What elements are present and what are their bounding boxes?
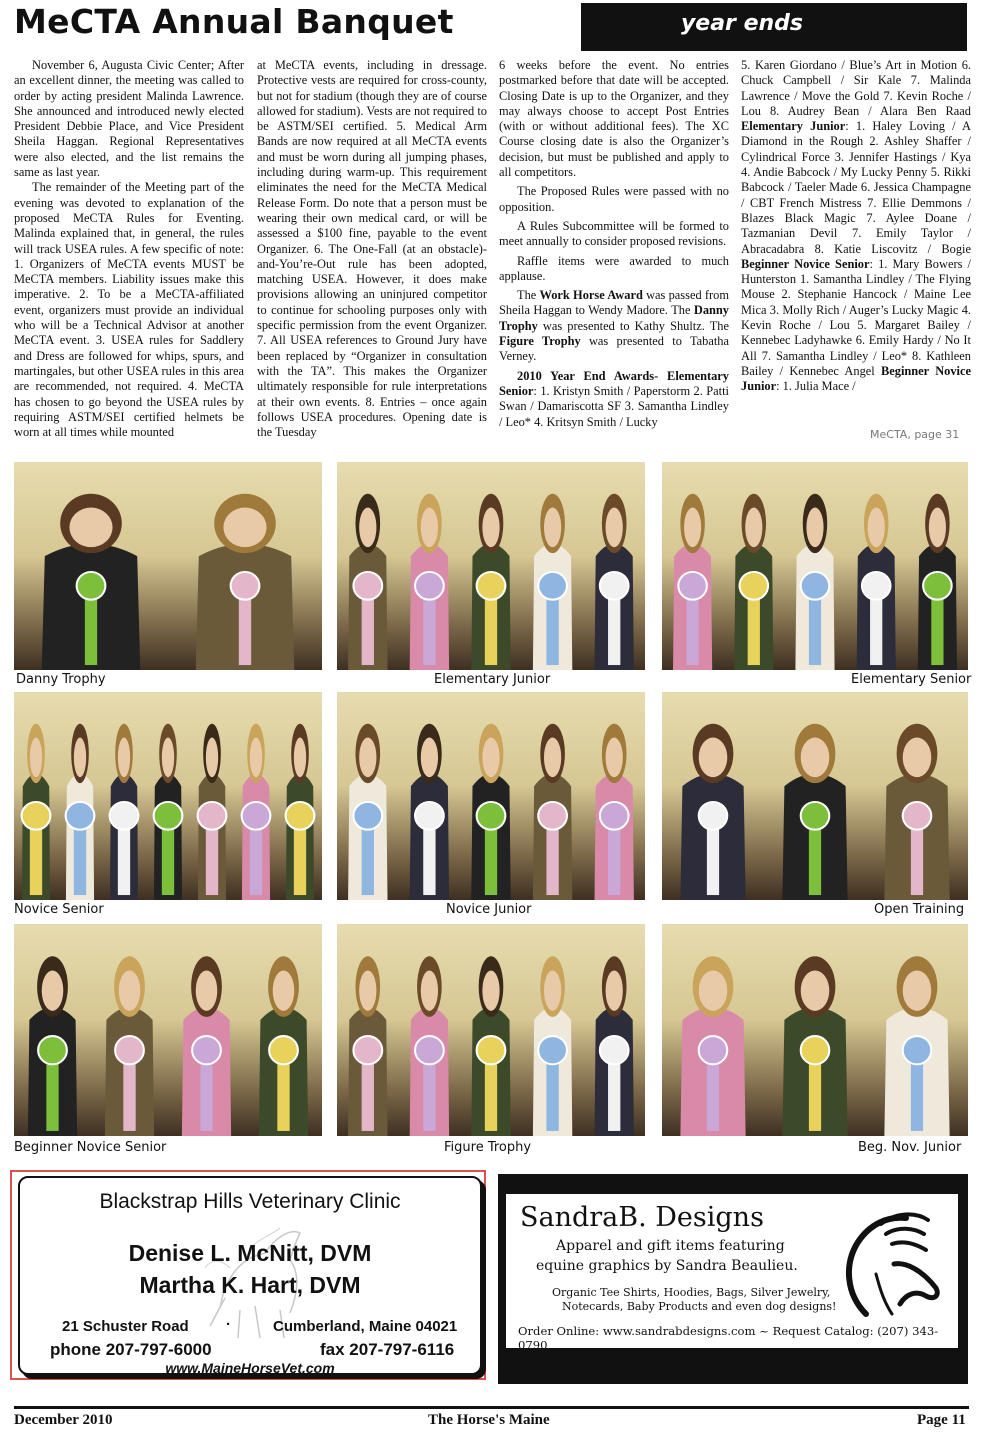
person-figure (884, 956, 949, 1136)
person-figure (182, 956, 231, 1136)
person-figure (198, 724, 227, 900)
person-figure (22, 724, 51, 900)
person-figure (66, 724, 95, 900)
person-figure (348, 494, 387, 670)
ad-products: Organic Tee Shirts, Hoodies, Bags, Silver Jewelry, (552, 1286, 831, 1299)
photo-people-figures (14, 462, 322, 670)
photo-caption: Beginner Novice Senior (14, 1140, 167, 1155)
photo-elementary-senior (662, 462, 968, 670)
photo-novice-senior (14, 692, 322, 900)
footer-publication: The Horse's Maine (428, 1412, 550, 1428)
article-paragraph: The Proposed Rules were passed with no opposition. (499, 184, 729, 214)
section-label: year ends (680, 11, 803, 36)
division-heading: 2010 Year End Awards- Elementary Senior (499, 368, 729, 398)
person-figure (242, 724, 271, 900)
photo-elementary-junior (337, 462, 645, 670)
person-figure (782, 724, 847, 900)
article-paragraph: The remainder of the Meeting part of the evening was devoted to explanation of the proposed MeCTA Rules for Eventing. Malinda explained that, in general, the rules will track USEA rules. A few specific of note: 1. Organizers of MeCTA events MUST be MeCTA members. Liability issues make this imperative. 2. To be a MeCTA-affiliated event, organizers must provide an individual who will be a Technical Advisor at another MeCTA event. 3. USEA rules for Saddlery and Dress are followed for whips, spurs, and martingales, but other USEA rules in this area are recommended, not required. 4. MeCTA has chosen to go beyond the USEA rules by requiring ASTM/SEI certified helmets be worn at all times while mounted (14, 180, 244, 440)
person-figure (471, 724, 510, 900)
person-figure (673, 494, 712, 670)
division-heading: Elementary Junior (741, 119, 846, 134)
person-figure (680, 956, 745, 1136)
photo-people-figures (337, 462, 645, 670)
vet-clinic-ad (10, 1170, 486, 1380)
clinic-phone: phone 207-797-6000 (50, 1340, 212, 1359)
award-name: Work Horse Award (539, 288, 643, 303)
person-figure (795, 494, 834, 670)
photo-people-figures (337, 924, 645, 1136)
photo-open-training (662, 692, 968, 900)
person-figure (28, 956, 77, 1136)
article-column-3 (499, 58, 729, 430)
photo-people-figures (14, 692, 322, 900)
photo-caption: Elementary Junior (434, 672, 551, 687)
person-figure (286, 724, 315, 900)
horse-head-logo-icon (836, 1204, 951, 1324)
clinic-website: www.MaineHorseVet.com (165, 1360, 335, 1376)
section-banner (581, 3, 967, 51)
person-figure (734, 494, 773, 670)
photo-caption: Danny Trophy (16, 672, 106, 687)
text-run: The (517, 288, 540, 303)
results-text: : 1. Mary Bowers / Hunterston 1. Samantha Lindley / The Flying Mouse 2. Stephanie Hancock / Maine Lee Mica 3. Molly Rich / Auger’s Lucky Magic 4. Kevin Roche / Lou 5. Margaret Bailey / Kennebec Ladyhawke 6. Emily Hardy / No It All 7. Samantha Lindley / Leo* 8. Kathleen Bailey / Kennebec Angel (741, 256, 971, 378)
clinic-fax: fax 207-797-6116 (320, 1340, 455, 1359)
person-figure (884, 724, 949, 900)
photo-people-figures (662, 924, 968, 1136)
article-column-1 (14, 58, 244, 440)
photo-people-figures (662, 462, 968, 670)
person-figure (680, 724, 745, 900)
person-figure (410, 956, 449, 1136)
person-figure (471, 956, 510, 1136)
photo-caption: Open Training (874, 902, 965, 917)
awards-paragraph (499, 288, 729, 364)
ad-products: Notecards, Baby Products and even dog designs! (562, 1300, 837, 1313)
person-figure (348, 956, 387, 1136)
award-name: Danny Trophy (499, 303, 729, 333)
article-paragraph: Raffle items were awarded to much applause. (499, 253, 729, 283)
person-figure (533, 494, 572, 670)
footer-rule (14, 1406, 969, 1409)
photo-beg-nov-junior (662, 924, 968, 1136)
text-run: was presented to Kathy Shultz. The (537, 318, 729, 333)
photo-people-figures (662, 692, 968, 900)
photo-caption: Novice Senior (14, 902, 104, 917)
person-figure (782, 956, 847, 1136)
person-figure (594, 494, 633, 670)
photo-caption: Elementary Senior (851, 672, 972, 687)
text-run: was passed from Sheila Haggan to Wendy Madore. The (499, 288, 729, 318)
results-text: : 1. Haley Loving / A Diamond in the Rough 2. Ashley Shaffer / Cylindrical Force 3. Jennifer Hastings / Kya 4. Andie Babcock / My Lucky Penny 5. Rikki Babcock / Taeler Made 6. Jessica Champagne / CBT French Mistress 7. Ellie Demmons / Blazes Black Magic 7. Aylee Doane / Tazmanian Devil 7. Emily Taylor / Abracadabra 8. Katie Liscovitz / Bogie (741, 119, 972, 256)
person-figure (259, 956, 308, 1136)
person-figure (471, 494, 510, 670)
continued-notice: MeCTA, page 31 (870, 428, 960, 441)
photo-caption: Figure Trophy (444, 1140, 532, 1155)
article-paragraph: 6 weeks before the event. No entries postmarked before that date will be accepted. Closing Date is up to the Organizer, and they may always choose to accept Post Entries (with or without additional fees). The XC Course closing date is also the Organizer’s decision, but must be published and apply to all competitors. (499, 58, 729, 180)
photo-people-figures (337, 692, 645, 900)
vet-ad-box (18, 1176, 482, 1375)
person-figure (348, 724, 387, 900)
division-heading: Beginner Novice Junior (741, 363, 971, 394)
article-paragraph: November 6, Augusta Civic Center; After an excellent dinner, the meeting was called to order by acting president Malinda Lawrence. She announced and introduced newly elected President Debbie Place, and Vice President Sheila Haggan. Regional Representatives were also elected, and the list remains the same as last year. (14, 58, 244, 180)
person-figure (154, 724, 183, 900)
division-heading: Beginner Novice Senior (741, 256, 870, 271)
results-text: : 1. Julia Mace / (776, 379, 856, 394)
person-figure (110, 724, 139, 900)
photo-beginner-novice-senior (14, 924, 322, 1136)
sandrab-designs-ad (498, 1174, 968, 1384)
award-name: Figure Trophy (499, 334, 581, 349)
person-figure (410, 494, 449, 670)
photo-caption: Novice Junior (446, 902, 532, 917)
person-figure (857, 494, 896, 670)
photo-danny-trophy (14, 462, 322, 670)
person-figure (42, 494, 141, 670)
sandrab-ad-box (506, 1194, 958, 1352)
person-figure (533, 724, 572, 900)
photo-novice-junior (337, 692, 645, 900)
person-figure (410, 724, 449, 900)
person-figure (533, 956, 572, 1136)
results-text: : 1. Kristyn Smith / Paperstorm 2. Patti Swan / Damariscotta SF 3. Samantha Lindley / Leo* 4. Kritsyn Smith / Lucky (499, 383, 729, 429)
article-paragraph: at MeCTA events, including in dressage. Protective vests are required for cross-county, but not for stadium (though they are of course allowed for stadium). Vests are not required to be ASTM/SEI certified. 5. Medical Arm Bands are now required at all MeCTA events and must be worn during all jumping phases, including during warm-up. This requirement eliminates the need for the MeCTA Medical Release Form. Do note that a person must be wearing their own medical card, or will be assessed a $100 fine, payable to the event Organizer. 6. The One-Fall (at an obstacle)-and-You’re-Out rule has been adopted, matching USEA. However, it does make provisions allowing an uninjured competitor to continue for schooling purposes only with specific permission from the event Organizer. 7. All USEA references to Ground Jury have been replaced by “Organizer in consultation with the TA”. This makes the Organizer ultimately responsible for rule interpretations at their own events. 8. Entries – once again follows USEA procedures. Opening date is the Tuesday (257, 58, 487, 440)
results-paragraph (741, 58, 971, 395)
ad-tagline: Apparel and gift items featuring (556, 1238, 785, 1254)
doctor-name: Denise L. McNitt, DVM (128, 1240, 372, 1266)
ad-tagline: equine graphics by Sandra Beaulieu. (536, 1258, 798, 1274)
footer-date: December 2010 (14, 1412, 113, 1428)
person-figure (918, 494, 957, 670)
article-paragraph: A Rules Subcommittee will be formed to meet annually to consider proposed revisions. (499, 218, 729, 249)
person-figure (594, 956, 633, 1136)
page-title: MeCTA Annual Banquet (14, 2, 454, 41)
person-figure (196, 494, 295, 670)
footer-page-number: Page 11 (917, 1412, 966, 1428)
doctor-name: Martha K. Hart, DVM (139, 1272, 361, 1298)
ad-order-info: Order Online: www.sandrabdesigns.com ~ Request Catalog: (207) 343-0790 (518, 1324, 939, 1352)
address-separator: · (226, 1316, 231, 1333)
photo-figure-trophy (337, 924, 645, 1136)
text-run: was presented to Tabatha Verney. (499, 334, 729, 364)
person-figure (105, 956, 154, 1136)
article-column-2 (257, 58, 487, 440)
photo-caption: Beg. Nov. Junior (858, 1140, 962, 1155)
results-paragraph (499, 369, 729, 430)
photo-people-figures (14, 924, 322, 1136)
article-column-4 (741, 58, 971, 395)
person-figure (594, 724, 633, 900)
results-text: 5. Karen Giordano / Blue’s Art in Motion 6. Chuck Campbell / Sir Kale 7. Malinda Lawrence / Move the Gold 7. Kevin Roche / Lou 8. Audrey Bean / Alara Ben Raad (741, 58, 971, 118)
clinic-city: Cumberland, Maine 04021 (273, 1318, 458, 1335)
clinic-name: Blackstrap Hills Veterinary Clinic (99, 1190, 401, 1213)
clinic-street: 21 Schuster Road (62, 1318, 189, 1335)
brand-name: SandraB. Designs (520, 1202, 764, 1233)
